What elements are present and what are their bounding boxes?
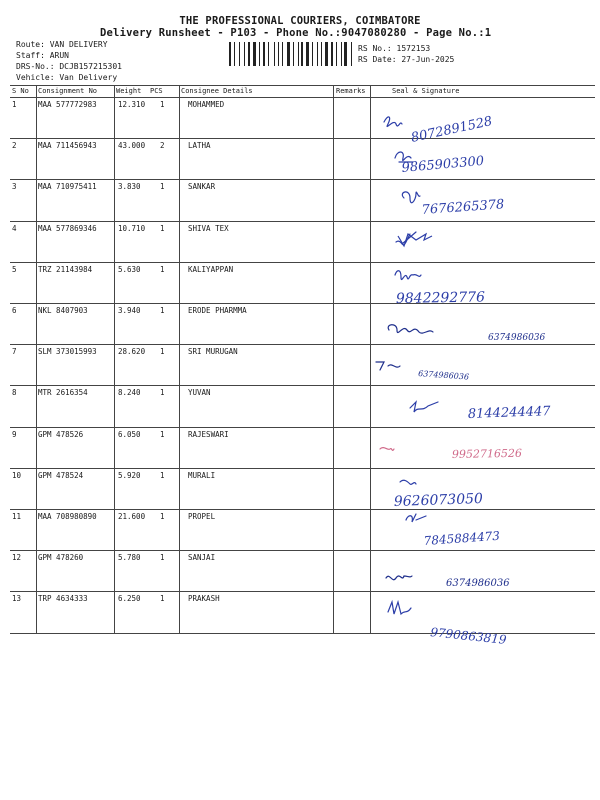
row-11-consignment: MAA 708980890 (38, 512, 97, 521)
signature-scribble-12 (386, 576, 412, 580)
row-10-sno: 10 (12, 470, 22, 480)
signature-phone-7: 6374986036 (417, 369, 470, 382)
row-5-consignment: TRZ 21143984 (38, 264, 93, 274)
signature-scribble-3 (402, 192, 420, 203)
row-1-consignment: MAA 577772983 (38, 100, 97, 109)
row-5-sno: 5 (12, 264, 17, 274)
row-2-pcs: 2 (160, 141, 165, 151)
signature-phone-1: 8072891528 (409, 114, 494, 146)
signature-scribble-11 (406, 514, 426, 522)
header-consignment: Consignment No (38, 87, 98, 95)
row-7-consignee: SRI MURUGAN (188, 347, 238, 357)
row-7-weight: 28.620 (118, 347, 146, 357)
signature-phone-9: 9952716526 (451, 446, 523, 461)
row-11-sno: 11 (12, 512, 22, 521)
row-6-consignment: NKL 8407903 (38, 306, 88, 315)
header-pcs: PCS (150, 87, 163, 95)
row-9-weight: 6.050 (118, 429, 141, 439)
row-3-consignee: SANKAR (188, 182, 216, 192)
row-11-weight: 21.600 (118, 512, 146, 521)
signature-phone-8: 8144244447 (467, 404, 551, 422)
row-13-sno: 13 (12, 594, 22, 604)
row-12-sno: 12 (12, 553, 22, 563)
row-4-consignee: SHIVA TEX (188, 223, 229, 233)
row-2-consignee: LATHA (188, 141, 211, 151)
signature-scribble-10 (400, 480, 416, 484)
row-1-weight: 12.310 (118, 100, 146, 109)
staff-label: Staff: ARUN (16, 51, 69, 60)
row-10-consignment: GPM 478524 (38, 470, 84, 480)
row-3-pcs: 1 (160, 182, 165, 192)
row-11-pcs: 1 (160, 512, 165, 521)
row-2-consignment: MAA 711456943 (38, 141, 97, 151)
row-9-pcs: 1 (160, 429, 165, 439)
signature-scribble-extra (398, 234, 432, 246)
signature-phone-11: 7845884473 (423, 528, 501, 548)
signature-scribble-13 (388, 602, 411, 614)
row-9-consignee: RAJESWARI (188, 429, 229, 439)
row-7-sno: 7 (12, 347, 17, 357)
row-5-consignee: KALIYAPPAN (188, 264, 234, 274)
vehicle-label: Vehicle: Van Delivery (16, 73, 118, 82)
row-10-pcs: 1 (160, 470, 165, 480)
row-12-consignment: GPM 478260 (38, 553, 84, 563)
row-10-consignee: MURALI (188, 470, 216, 480)
row-7-pcs: 1 (160, 347, 165, 357)
row-6-sno: 6 (12, 306, 17, 315)
row-4-sno: 4 (12, 223, 17, 233)
signature-scribble-7 (376, 362, 400, 370)
row-4-pcs: 1 (160, 223, 165, 233)
runsheet-subtitle: Delivery Runsheet - P103 - Phone No.:9047080280 - Page No.:1 (100, 27, 492, 39)
row-8-consignment: MTR 2616354 (38, 388, 88, 398)
header-signature: Seal & Signature (392, 87, 460, 95)
rs-number: RS No.: 1572153 (358, 44, 431, 53)
signature-phone-13: 9790863819 (429, 625, 508, 647)
row-12-consignee: SANJAI (188, 553, 216, 563)
drs-number: DRS-No.: DCJB157215301 (16, 62, 122, 71)
signature-phone-10: 9626073050 (393, 490, 484, 510)
header-consignee: Consignee Details (181, 87, 253, 95)
signature-phone-3: 7676265378 (421, 197, 505, 218)
runsheet-title: THE PROFESSIONAL COURIERS, COIMBATORE (179, 15, 421, 27)
rs-date: RS Date: 27-Jun-2025 (358, 55, 455, 64)
signature-scribble-8 (410, 402, 438, 412)
signature-phone-5: 9842292776 (395, 289, 486, 307)
header-sno: S No (12, 87, 29, 95)
row-9-sno: 9 (12, 429, 17, 439)
row-13-weight: 6.250 (118, 594, 141, 604)
header-remarks: Remarks (336, 87, 366, 95)
row-13-consignee: PRAKASH (188, 594, 220, 604)
row-12-pcs: 1 (160, 553, 165, 563)
signature-phone-2: 9865903300 (401, 153, 485, 176)
signature-phone-12: 6374986036 (446, 578, 510, 589)
row-2-weight: 43.000 (118, 141, 146, 151)
row-5-pcs: 1 (160, 264, 165, 274)
row-4-weight: 10.710 (118, 223, 146, 233)
row-1-sno: 1 (12, 100, 17, 109)
row-3-weight: 3.830 (118, 182, 141, 192)
row-13-pcs: 1 (160, 594, 165, 604)
row-6-weight: 3.940 (118, 306, 141, 315)
row-11-consignee: PROPEL (188, 512, 216, 521)
row-4-consignment: MAA 577869346 (38, 223, 97, 233)
row-5-weight: 5.630 (118, 264, 141, 274)
row-8-pcs: 1 (160, 388, 165, 398)
row-9-consignment: GPM 478526 (38, 429, 84, 439)
row-1-consignee: MOHAMMED (188, 100, 225, 109)
signature-scribble-5 (395, 271, 421, 280)
route-label: Route: VAN DELIVERY (16, 40, 108, 49)
signature-scribble-9 (380, 448, 394, 451)
row-8-sno: 8 (12, 388, 17, 398)
row-12-weight: 5.780 (118, 553, 141, 563)
signature-phone-6: 6374986036 (488, 333, 546, 343)
signature-scribble-6 (388, 325, 433, 333)
row-2-sno: 2 (12, 141, 17, 151)
header-weight: Weight (116, 87, 142, 95)
row-13-consignment: TRP 4634333 (38, 594, 88, 604)
row-3-consignment: MAA 710975411 (38, 182, 97, 192)
row-7-consignment: SLM 373015993 (38, 347, 97, 357)
row-8-consignee: YUVAN (188, 388, 211, 398)
row-6-consignee: ERODE PHARMMA (188, 306, 247, 315)
row-10-weight: 5.920 (118, 470, 141, 480)
row-3-sno: 3 (12, 182, 17, 192)
row-1-pcs: 1 (160, 100, 165, 109)
signature-scribble-1 (384, 117, 402, 127)
row-6-pcs: 1 (160, 306, 165, 315)
row-8-weight: 8.240 (118, 388, 141, 398)
